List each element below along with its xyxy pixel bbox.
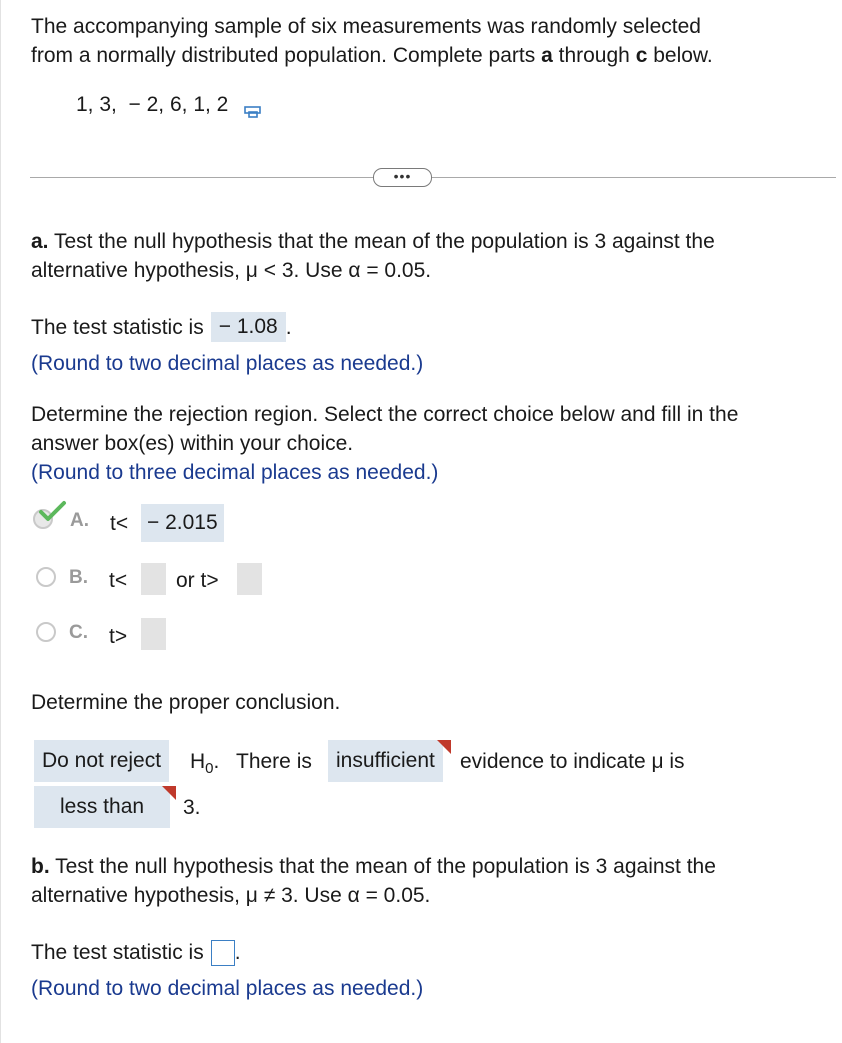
choice-a-answer[interactable]: − 2.015 — [141, 504, 224, 542]
choice-c-input[interactable] — [141, 618, 166, 650]
part-b-question-text: Test the null hypothesis that the mean of the population is 3 against the — [49, 855, 716, 878]
h0-period: . — [213, 750, 220, 773]
part-a-label: a. — [31, 230, 49, 253]
rejection-round-note: (Round to three decimal places as needed.) — [31, 461, 439, 484]
intro-line-2 — [31, 41, 713, 70]
choice-c-radio[interactable] — [36, 622, 56, 642]
intro-line-1: The accompanying sample of six measurements was randomly selected — [31, 15, 701, 38]
h0-letter: H — [190, 750, 206, 773]
rejection-prompt-line-2: answer box(es) within your choice. — [31, 432, 354, 455]
choice-b-letter: B. — [69, 567, 88, 588]
statistic-period: . — [285, 315, 292, 339]
null-hypothesis — [190, 747, 219, 783]
test-statistic-answer[interactable]: − 1.08 — [211, 312, 286, 342]
evidence-dropdown[interactable]: insufficient — [328, 740, 443, 782]
intro-text: below. — [647, 44, 713, 67]
part-a-question-line-2: alternative hypothesis, μ < 3. Use α = 0.05. — [31, 259, 432, 282]
check-icon — [38, 500, 68, 529]
section-divider — [30, 177, 836, 178]
intro-part-a: a — [541, 44, 553, 67]
part-b-statistic-input[interactable] — [211, 940, 235, 966]
sample-values: 1, 3, − 2, 6, 1, 2 — [76, 93, 229, 116]
statistic-label: The test statistic is — [31, 941, 204, 964]
choice-b-text: t< — [109, 569, 128, 592]
choice-c-letter: C. — [69, 622, 88, 643]
part-b-label: b. — [31, 855, 50, 878]
part-a-question-text: Test the null hypothesis that the mean of the population is 3 against the — [48, 230, 715, 253]
choice-c-text: t> — [109, 625, 128, 648]
intro-part-c: c — [635, 44, 648, 67]
choice-b-upper-input[interactable] — [237, 563, 262, 595]
choice-a-text: t< — [110, 512, 129, 535]
choice-a-letter: A. — [70, 510, 89, 531]
choice-b-or-text: or t> — [176, 569, 219, 592]
part-a-round-note: (Round to two decimal places as needed.) — [31, 352, 424, 375]
rejection-prompt-line-1: Determine the rejection region. Select the correct choice below and fill in the — [31, 403, 739, 426]
conclusion-end: 3. — [183, 796, 201, 819]
left-border — [0, 0, 1, 1043]
flag-icon — [437, 740, 451, 754]
choice-b-lower-input[interactable] — [141, 563, 166, 595]
choice-b-radio[interactable] — [36, 567, 56, 587]
sample-data — [76, 93, 261, 117]
part-b-statistic-row — [31, 938, 241, 967]
copy-data-icon[interactable] — [244, 100, 261, 112]
part-b-question-line-2: alternative hypothesis, μ ≠ 3. Use α = 0.05. — [31, 884, 431, 907]
conclusion-text-1: There is — [236, 750, 312, 773]
more-button[interactable]: ••• — [373, 168, 432, 187]
part-b-round-note: (Round to two decimal places as needed.) — [31, 977, 424, 1000]
statistic-period: . — [234, 941, 241, 964]
conclusion-text-2: evidence to indicate μ is — [460, 750, 685, 773]
part-a-question-line-1 — [31, 227, 715, 256]
intro-text: through — [552, 44, 636, 67]
h0-subscript: 0 — [205, 760, 214, 778]
decision-dropdown[interactable]: Do not reject — [34, 740, 169, 782]
intro-text: from a normally distributed population. Complete parts — [31, 44, 542, 67]
statistic-label: The test statistic is — [31, 315, 204, 339]
conclusion-prompt: Determine the proper conclusion. — [31, 691, 341, 714]
part-a-statistic-row — [31, 312, 292, 342]
part-b-question-line-1 — [31, 852, 716, 881]
direction-dropdown[interactable]: less than — [34, 786, 170, 828]
flag-icon — [162, 786, 176, 800]
